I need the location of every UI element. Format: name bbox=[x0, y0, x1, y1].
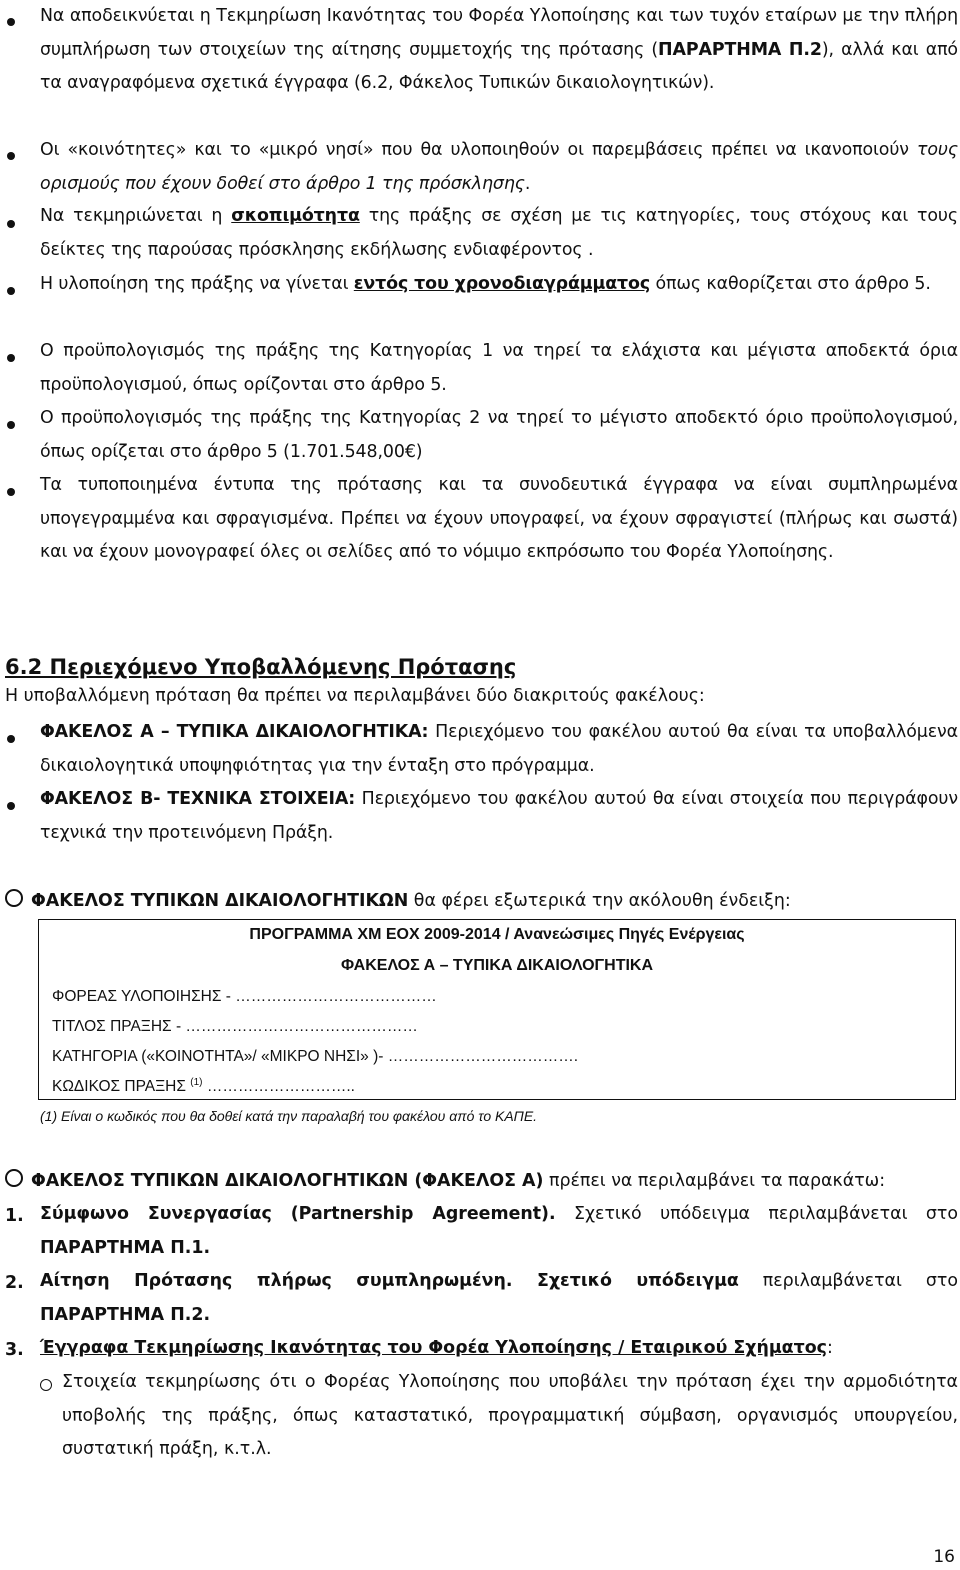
circle-bullet-icon bbox=[5, 889, 23, 907]
list-number: 3. bbox=[5, 1340, 24, 1360]
text-run: Να αποδεικνύεται η Τεκμηρίωση Ικανότητας του Φορέα Υλοποίησης και των τυχόν εταίρων με την πλήρη συμπλήρωση των στοιχείων της αίτησης συμμετοχής της πρότασης ( bbox=[40, 6, 958, 60]
text-run: τους ορισμούς που έχουν δοθεί στο άρθρο 1 της πρόσκλησης bbox=[40, 140, 958, 194]
list-number: 1. bbox=[5, 1206, 24, 1226]
folder-text: Περιεχόμενο του φακέλου αυτού θα είναι στοιχεία που περιγράφουν τεχνικά την προτεινόμενη Πράξη. bbox=[40, 789, 958, 843]
numbered-bold: Σύμφωνο Συνεργασίας (Partnership Agreement). bbox=[40, 1204, 556, 1224]
footnote: (1) Είναι ο κωδικός που θα δοθεί κατά την παραλαβή του φακέλου από το ΚΑΠΕ. bbox=[40, 1108, 538, 1124]
sub-bullet-icon bbox=[40, 1379, 52, 1391]
bullet-item bbox=[40, 200, 958, 267]
box-title-program: ΠΡΟΓΡΑΜΜΑ ΧΜ ΕΟΧ 2009-2014 / Ανανεώσιμες Πηγές Ενέργειας bbox=[249, 926, 745, 943]
folder-item bbox=[40, 783, 958, 850]
text-run: ΠΑΡΑΡΤΗΜΑ Π.2 bbox=[658, 39, 822, 60]
numbered-item bbox=[40, 1198, 958, 1265]
text-run: Η υλοποίηση της πράξης να γίνεται bbox=[40, 274, 354, 294]
circle-bullet-icon bbox=[5, 1169, 23, 1187]
text-run: όπως καθορίζεται στο άρθρο 5. bbox=[650, 274, 931, 294]
bullet-dot bbox=[7, 354, 15, 362]
folder-label-instruction bbox=[5, 889, 791, 911]
instruction-bold: ΦΑΚΕΛΟΣ ΤΥΠΙΚΩΝ ΔΙΚΑΙΟΛΟΓΗΤΙΚΩΝ bbox=[31, 891, 409, 911]
numbered-item bbox=[40, 1332, 958, 1366]
section-heading: 6.2 Περιεχόμενο Υποβαλλόμενης Πρότασης bbox=[5, 655, 517, 679]
text-run: Να τεκμηριώνεται η bbox=[40, 206, 232, 226]
bullet-item bbox=[40, 134, 958, 201]
numbered-tail: ΠΑΡΑΡΤΗΜΑ Π.2. bbox=[40, 1304, 211, 1325]
section-intro: Η υποβαλλόμενη πρόταση θα πρέπει να περιλαμβάνει δύο διακριτούς φακέλους: bbox=[5, 686, 705, 706]
bullet-dot bbox=[7, 488, 15, 496]
bullet-item bbox=[40, 0, 958, 101]
box-field-implementing-body: ΦΟΡΕΑΣ ΥΛΟΠΟΙΗΣΗΣ - ………………………………… bbox=[52, 988, 437, 1005]
bullet-dot bbox=[7, 220, 15, 228]
list-number: 2. bbox=[5, 1273, 24, 1293]
text-run: Ο προϋπολογισμός της πράξης της Κατηγορίας 1 να τηρεί τα ελάχιστα και μέγιστα αποδεκτά όρια προϋπολογισμού, όπως ορίζονται στο άρθρο 5. bbox=[40, 341, 958, 395]
numbered-text: : bbox=[826, 1338, 833, 1358]
sub-item: Στοιχεία τεκμηρίωσης ότι ο Φορέας Υλοποίησης που υποβάλει την πρόταση έχει την αρμοδιότητα υποβολής της πράξης, όπως καταστατικό, προγραμματική σύμβαση, οργανισμός υπουργείου, συστατική πράξη, κ.τ.λ. bbox=[62, 1372, 958, 1459]
box-field-category: ΚΑΤΗΓΟΡΙΑ («ΚΟΙΝΟΤΗΤΑ»/ «ΜΙΚΡΟ ΝΗΣΙ» )- ………………………………. bbox=[52, 1048, 579, 1065]
bullet-dot bbox=[7, 735, 15, 743]
bullet-dot bbox=[7, 421, 15, 429]
text-run: Ο προϋπολογισμός της πράξης της Κατηγορίας 2 να τηρεί το μέγιστο αποδεκτό όριο προϋπολογισμού, όπως ορίζεται στο άρθρο 5 (1.701.548,00€) bbox=[40, 408, 958, 462]
page-number: 16 bbox=[933, 1547, 955, 1567]
bullet-item bbox=[40, 469, 958, 570]
bullet-dot bbox=[7, 152, 15, 160]
instruction-text: πρέπει να περιλαμβάνει τα παρακάτω: bbox=[543, 1171, 886, 1191]
box-field-code-label: ΚΩΔΙΚΟΣ ΠΡΑΞΗΣ bbox=[52, 1078, 191, 1096]
box-field-project-code bbox=[52, 1077, 355, 1096]
folder-label: ΦΑΚΕΛΟΣ Β- ΤΕΧΝΙΚΑ ΣΤΟΙΧΕΙΑ: bbox=[40, 789, 356, 809]
text-run: σκοπιμότητα bbox=[231, 206, 360, 226]
numbered-tail: ΠΑΡΑΡΤΗΜΑ Π.1. bbox=[40, 1237, 211, 1258]
instruction-text: θα φέρει εξωτερικά την ακόλουθη ένδειξη: bbox=[408, 891, 791, 911]
numbered-bold: Αίτηση Πρότασης πλήρως συμπληρωμένη. Σχετικό υπόδειγμα bbox=[40, 1271, 739, 1291]
bullet-dot bbox=[7, 18, 15, 26]
bullet-dot bbox=[7, 802, 15, 810]
numbered-item bbox=[40, 1265, 958, 1332]
text-run: Οι «κοινότητες» και το «μικρό νησί» που θα υλοποιηθούν οι παρεμβάσεις πρέπει να ικανοποιούν bbox=[40, 140, 918, 160]
numbered-text: περιλαμβάνεται στο bbox=[738, 1271, 958, 1291]
box-title-folder: ΦΑΚΕΛΟΣ Α – ΤΥΠΙΚΑ ΔΙΚΑΙΟΛΟΓΗΤΙΚΑ bbox=[340, 957, 654, 974]
bullet-dot bbox=[7, 287, 15, 295]
text-run: ), αλλά και από τα αναγραφόμενα σχετικά έγγραφα (6.2, Φάκελος Τυπικών δικαιολογητικών). bbox=[40, 39, 958, 93]
text-run: εντός του χρονοδιαγράμματος bbox=[353, 274, 651, 294]
folder-text: Περιεχόμενο του φακέλου αυτού θα είναι τα υποβαλλόμενα δικαιολογητικά υποψηφιότητας για την ένταξη στο πρόγραμμα. bbox=[40, 722, 958, 776]
text-run: . bbox=[524, 173, 531, 194]
footnote-marker: (1) bbox=[190, 1077, 203, 1088]
bullet-item bbox=[40, 268, 958, 302]
text-run: της πράξης σε σχέση με τις κατηγορίες, τους στόχους και τους δείκτες της παρούσας πρόσκλησης εκδήλωσης ενδιαφέροντος . bbox=[40, 206, 958, 260]
box-field-code-dots: ……………………….. bbox=[202, 1078, 355, 1096]
instruction-bold: ΦΑΚΕΛΟΣ ΤΥΠΙΚΩΝ ΔΙΚΑΙΟΛΟΓΗΤΙΚΩΝ (ΦΑΚΕΛΟΣ Α) bbox=[31, 1171, 544, 1191]
bullet-item bbox=[40, 335, 958, 402]
box-field-project-title: ΤΙΤΛΟΣ ΠΡΑΞΗΣ - ……………………………………… bbox=[52, 1018, 418, 1035]
text-run: Τα τυποποιημένα έντυπα της πρότασης και τα συνοδευτικά έγγραφα να είναι συμπληρωμένα υπογεγραμμένα και σφραγισμένα. Πρέπει να έχουν υπογραφεί, να έχουν σφραγιστεί (πλήρως και σωστά) και να έχουν μονογραφεί όλες οι σελίδες από το νόμιμο εκπρόσωπο του Φορέα Υλοποίησης. bbox=[40, 475, 958, 562]
folder-contents-instruction bbox=[5, 1169, 885, 1191]
folder-label: ΦΑΚΕΛΟΣ Α – ΤΥΠΙΚΑ ΔΙΚΑΙΟΛΟΓΗΤΙΚΑ: bbox=[40, 722, 429, 742]
envelope-label-box bbox=[38, 919, 956, 1100]
folder-item bbox=[40, 716, 958, 783]
numbered-bold: Έγγραφα Τεκμηρίωσης Ικανότητας του Φορέα Υλοποίησης / Εταιρικού Σχήματος bbox=[40, 1338, 827, 1358]
bullet-item bbox=[40, 402, 958, 469]
numbered-text: Σχετικό υπόδειγμα περιλαμβάνεται στο bbox=[555, 1204, 958, 1224]
